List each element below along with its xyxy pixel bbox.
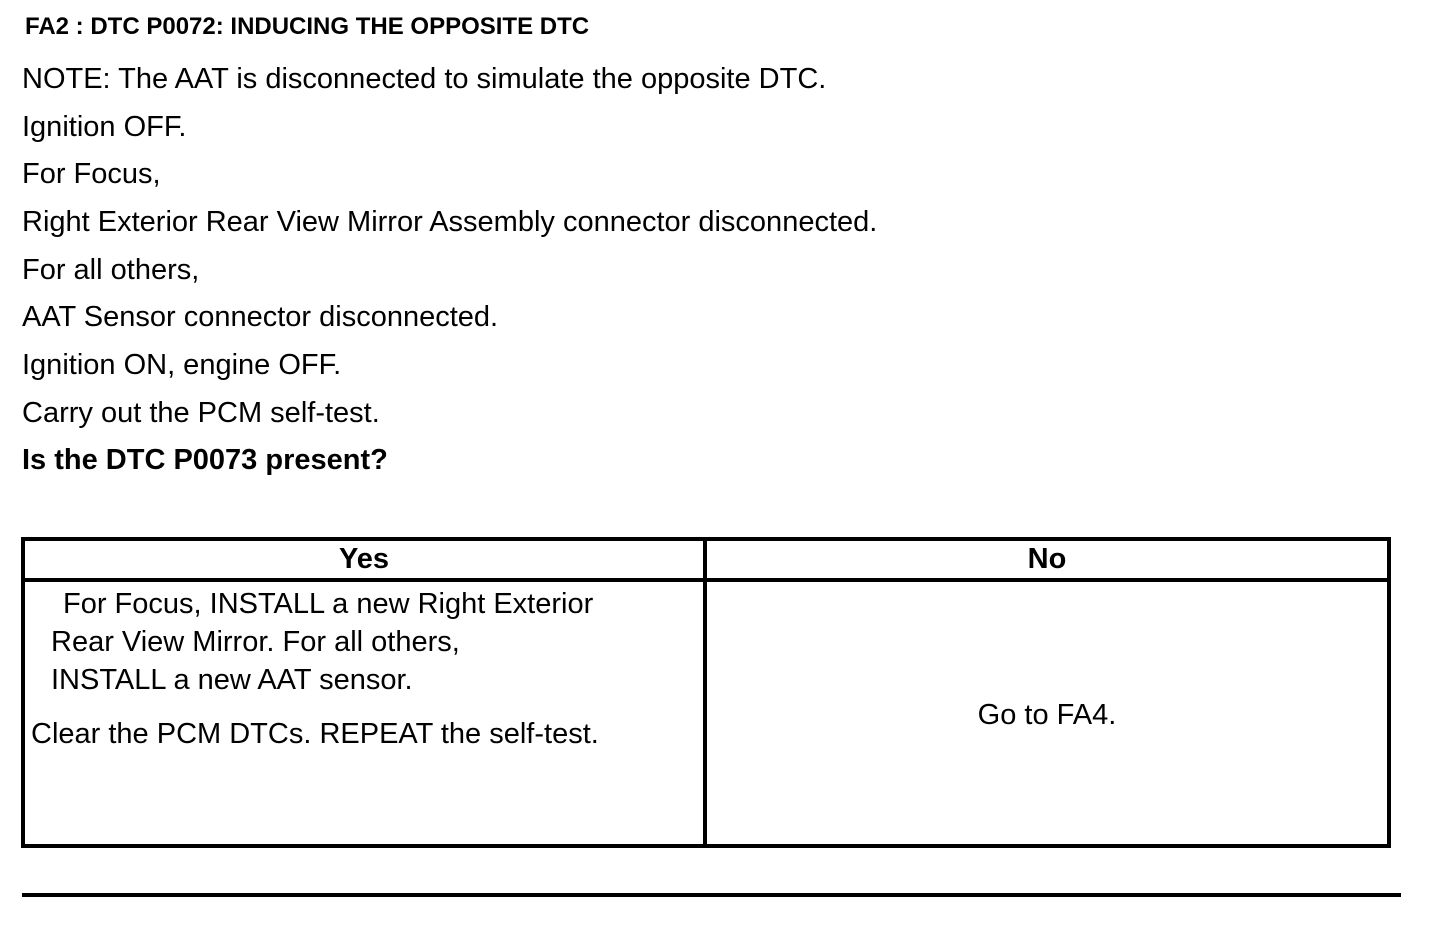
- yes-clear-instruction: Clear the PCM DTCs. REPEAT the self-test.: [31, 718, 599, 750]
- page-title: FA2 : DTC P0072: INDUCING THE OPPOSITE DTC: [25, 13, 590, 40]
- step-item: For Focus,: [22, 158, 161, 191]
- step-item: For all others,: [22, 253, 200, 286]
- header-yes: Yes: [23, 539, 705, 580]
- step-item: Right Exterior Rear View Mirror Assembly connector disconnected.: [22, 206, 878, 239]
- header-no: No: [705, 539, 1389, 580]
- table-header-row: [23, 539, 1389, 580]
- bottom-divider: [22, 893, 1401, 897]
- step-note: NOTE: The AAT is disconnected to simulate the opposite DTC.: [22, 63, 827, 95]
- step-item: Ignition OFF.: [22, 110, 187, 143]
- table-row: [23, 580, 1389, 846]
- answer-table: [21, 537, 1391, 848]
- yes-line: For Focus, INSTALL a new Right Exterior: [63, 588, 594, 620]
- no-action-cell: [705, 580, 1389, 846]
- no-action-text: Go to FA4.: [977, 699, 1117, 731]
- step-item: AAT Sensor connector disconnected.: [22, 301, 499, 334]
- step-item: Carry out the PCM self-test.: [22, 396, 380, 429]
- procedure-steps: [22, 58, 877, 440]
- yes-line: INSTALL a new AAT sensor.: [51, 664, 413, 696]
- yes-install-instruction: [25, 582, 703, 699]
- step-item: Ignition ON, engine OFF.: [22, 349, 342, 382]
- yes-action-cell: [23, 580, 705, 846]
- yes-line: Rear View Mirror. For all others,: [51, 626, 460, 658]
- test-question: Is the DTC P0073 present?: [22, 444, 388, 476]
